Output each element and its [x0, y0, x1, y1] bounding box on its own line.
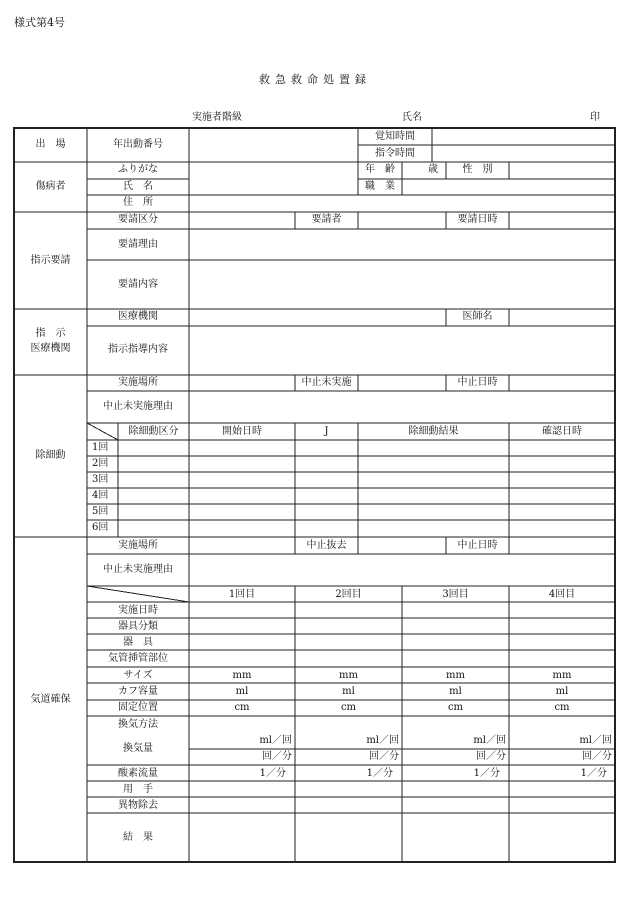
dispatch-number-label: 年出動番号 [113, 139, 163, 150]
unit-cuff: ml [235, 686, 249, 697]
airway-row-datetime: 実施日時 [118, 605, 158, 616]
defib-row-4: 4回 [92, 490, 109, 501]
years-label: 歳 [428, 164, 438, 175]
request-reason-label: 要請理由 [118, 239, 158, 250]
seal-label: 印 [590, 112, 600, 123]
airway-row-size: サイズ [123, 670, 153, 681]
defib-place-label: 実施場所 [118, 377, 158, 388]
defib-stop-reason-label: 中止未実施理由 [103, 401, 173, 412]
requester-label: 要請者 [311, 214, 342, 225]
unit-vent-per-min: 回／分 [476, 751, 506, 762]
defib-head: 除細動 [35, 450, 66, 461]
page-title: 救急救命処置録 [259, 73, 371, 86]
name-label: 氏名 [402, 112, 422, 123]
request-head: 指示要請 [30, 255, 71, 266]
airway-col-2: 2回目 [335, 589, 362, 600]
airway-stop-date-label: 中止日時 [457, 540, 498, 551]
unit-vent-per-breath: ml／回 [473, 735, 506, 746]
defib-col-start: 開始日時 [222, 426, 262, 437]
defib-row-2: 2回 [92, 458, 109, 469]
unit-vent-per-min: 回／分 [262, 751, 292, 762]
airway-col-4: 4回目 [548, 589, 576, 600]
unit-cuff: ml [555, 686, 569, 697]
dispatch-head: 出 場 [35, 139, 66, 150]
airway-row-ventilation-volume: 換気量 [123, 743, 153, 754]
medical-head-1: 指 示 [35, 328, 66, 339]
unit-oxygen: 1／分 [366, 768, 393, 779]
airway-row-ventilation-method: 換気方法 [118, 719, 158, 730]
unit-vent-per-breath: ml／回 [579, 735, 612, 746]
unit-fixed: cm [554, 702, 570, 713]
airway-row-device-class: 器具分類 [118, 621, 158, 632]
unit-size: mm [446, 670, 465, 681]
unit-vent-per-min: 回／分 [369, 751, 399, 762]
airway-row-manual: 用 手 [123, 784, 153, 795]
defib-col-category: 除細動区分 [128, 426, 179, 437]
patient-name-label: 氏 名 [123, 181, 153, 192]
unit-vent-per-breath: ml／回 [259, 735, 292, 746]
age-label: 年 齢 [365, 164, 395, 175]
defib-col-result: 除細動結果 [408, 426, 459, 437]
request-content-label: 要請内容 [118, 279, 158, 290]
unit-fixed: cm [234, 702, 250, 713]
defib-col-confirm: 確認日時 [542, 426, 582, 437]
airway-place-label: 実施場所 [118, 540, 158, 551]
defib-row-5: 5回 [92, 506, 109, 517]
defib-col-joule: J [324, 426, 329, 437]
defib-stop-label: 中止未実施 [301, 377, 352, 388]
airway-row-cuff: カフ容量 [118, 686, 158, 697]
address-label: 住 所 [123, 197, 153, 208]
unit-size: mm [339, 670, 358, 681]
unit-size: mm [232, 670, 252, 681]
airway-col-3: 3回目 [442, 589, 469, 600]
form-number: 様式第4号 [14, 16, 65, 29]
notified-time-label: 覚知時間 [375, 131, 415, 142]
defib-row-1: 1回 [92, 442, 109, 453]
institution-label: 医療機関 [118, 311, 158, 322]
unit-oxygen: 1／分 [580, 768, 607, 779]
occupation-label: 職 業 [365, 181, 395, 192]
rank-label: 実施者階級 [192, 112, 242, 123]
unit-cuff: ml [342, 686, 355, 697]
airway-row-oxygen-flow: 酸素流量 [118, 768, 158, 779]
defib-stop-date-label: 中止日時 [457, 377, 498, 388]
sex-label: 性 別 [462, 164, 493, 175]
unit-size: mm [552, 670, 572, 681]
unit-cuff: ml [449, 686, 462, 697]
medical-head-2: 医療機関 [30, 343, 71, 354]
ordered-time-label: 指令時間 [375, 148, 415, 159]
unit-oxygen: 1／分 [473, 768, 500, 779]
request-datetime-label: 要請日時 [457, 214, 498, 225]
airway-col-1: 1回目 [228, 589, 256, 600]
guidance-label: 指示指導内容 [108, 344, 168, 355]
airway-stop-reason-label: 中止未実施理由 [103, 564, 173, 575]
unit-fixed: cm [447, 702, 464, 713]
unit-fixed: cm [340, 702, 357, 713]
request-category-label: 要請区分 [118, 214, 158, 225]
unit-oxygen: 1／分 [259, 768, 286, 779]
unit-vent-per-min: 回／分 [582, 751, 612, 762]
airway-row-device: 器 具 [123, 637, 153, 648]
airway-head: 気道確保 [30, 694, 71, 705]
airway-row-intubation-site: 気管挿管部位 [108, 653, 168, 664]
unit-vent-per-breath: ml／回 [366, 735, 399, 746]
defib-row-6: 6回 [92, 522, 109, 533]
airway-row-result: 結 果 [123, 832, 153, 843]
defib-row-3: 3回 [92, 474, 109, 485]
doctor-label: 医師名 [462, 311, 493, 322]
patient-head: 傷病者 [35, 181, 66, 192]
furigana-label: ふりがな [118, 164, 158, 175]
airway-row-foreign-body: 異物除去 [118, 800, 158, 811]
airway-row-fixed-position: 固定位置 [118, 702, 158, 713]
airway-stop-label: 中止抜去 [306, 540, 347, 551]
